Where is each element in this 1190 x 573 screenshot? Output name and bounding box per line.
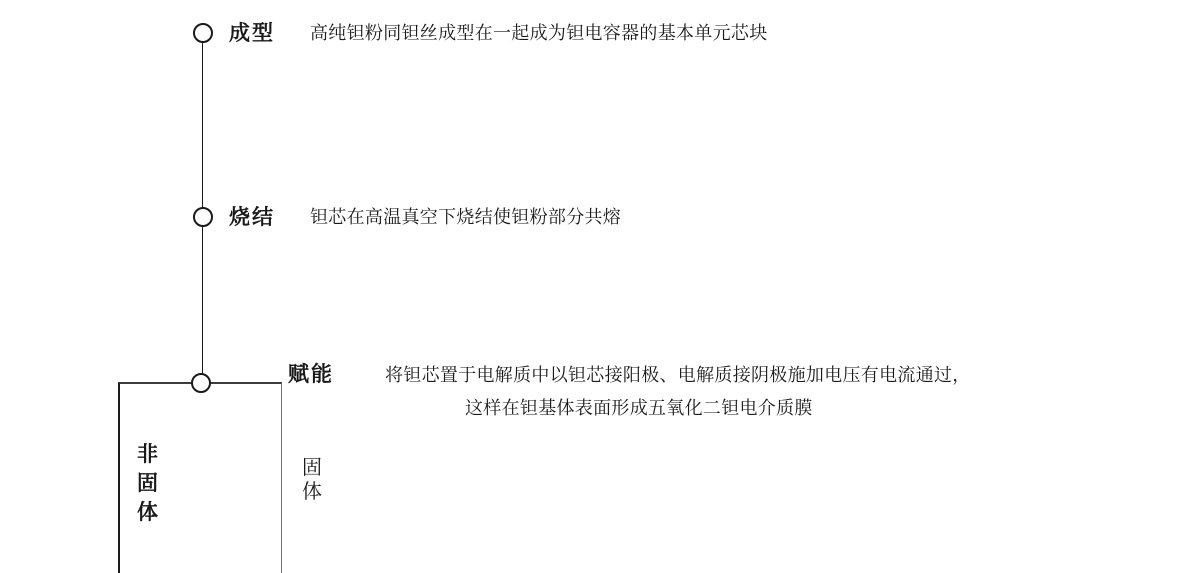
node-circle-forming — [193, 23, 213, 43]
step-label-anodizing: 赋能 — [288, 362, 334, 386]
node-circle-anodizing — [191, 373, 211, 393]
step-label-forming: 成型 — [229, 21, 275, 45]
step-label-sintering: 烧结 — [229, 205, 275, 229]
branch-label-solid: 固体 — [302, 457, 322, 503]
step-description-forming: 高纯钽粉同钽丝成型在一起成为钽电容器的基本单元芯块 — [310, 23, 768, 43]
step-description-anodizing-line2: 这样在钽基体表面形成五氧化二钽电介质膜 — [465, 398, 813, 418]
branch-label-non-solid: 非固体 — [137, 442, 158, 524]
node-circle-sintering — [193, 207, 213, 227]
step-description-anodizing-line1: 将钽芯置于电解质中以钽芯接阳极、电解质接阴极施加电压有电流通过， — [385, 365, 971, 385]
step-description-sintering: 钽芯在高温真空下烧结使钽粉部分共熔 — [310, 207, 622, 227]
